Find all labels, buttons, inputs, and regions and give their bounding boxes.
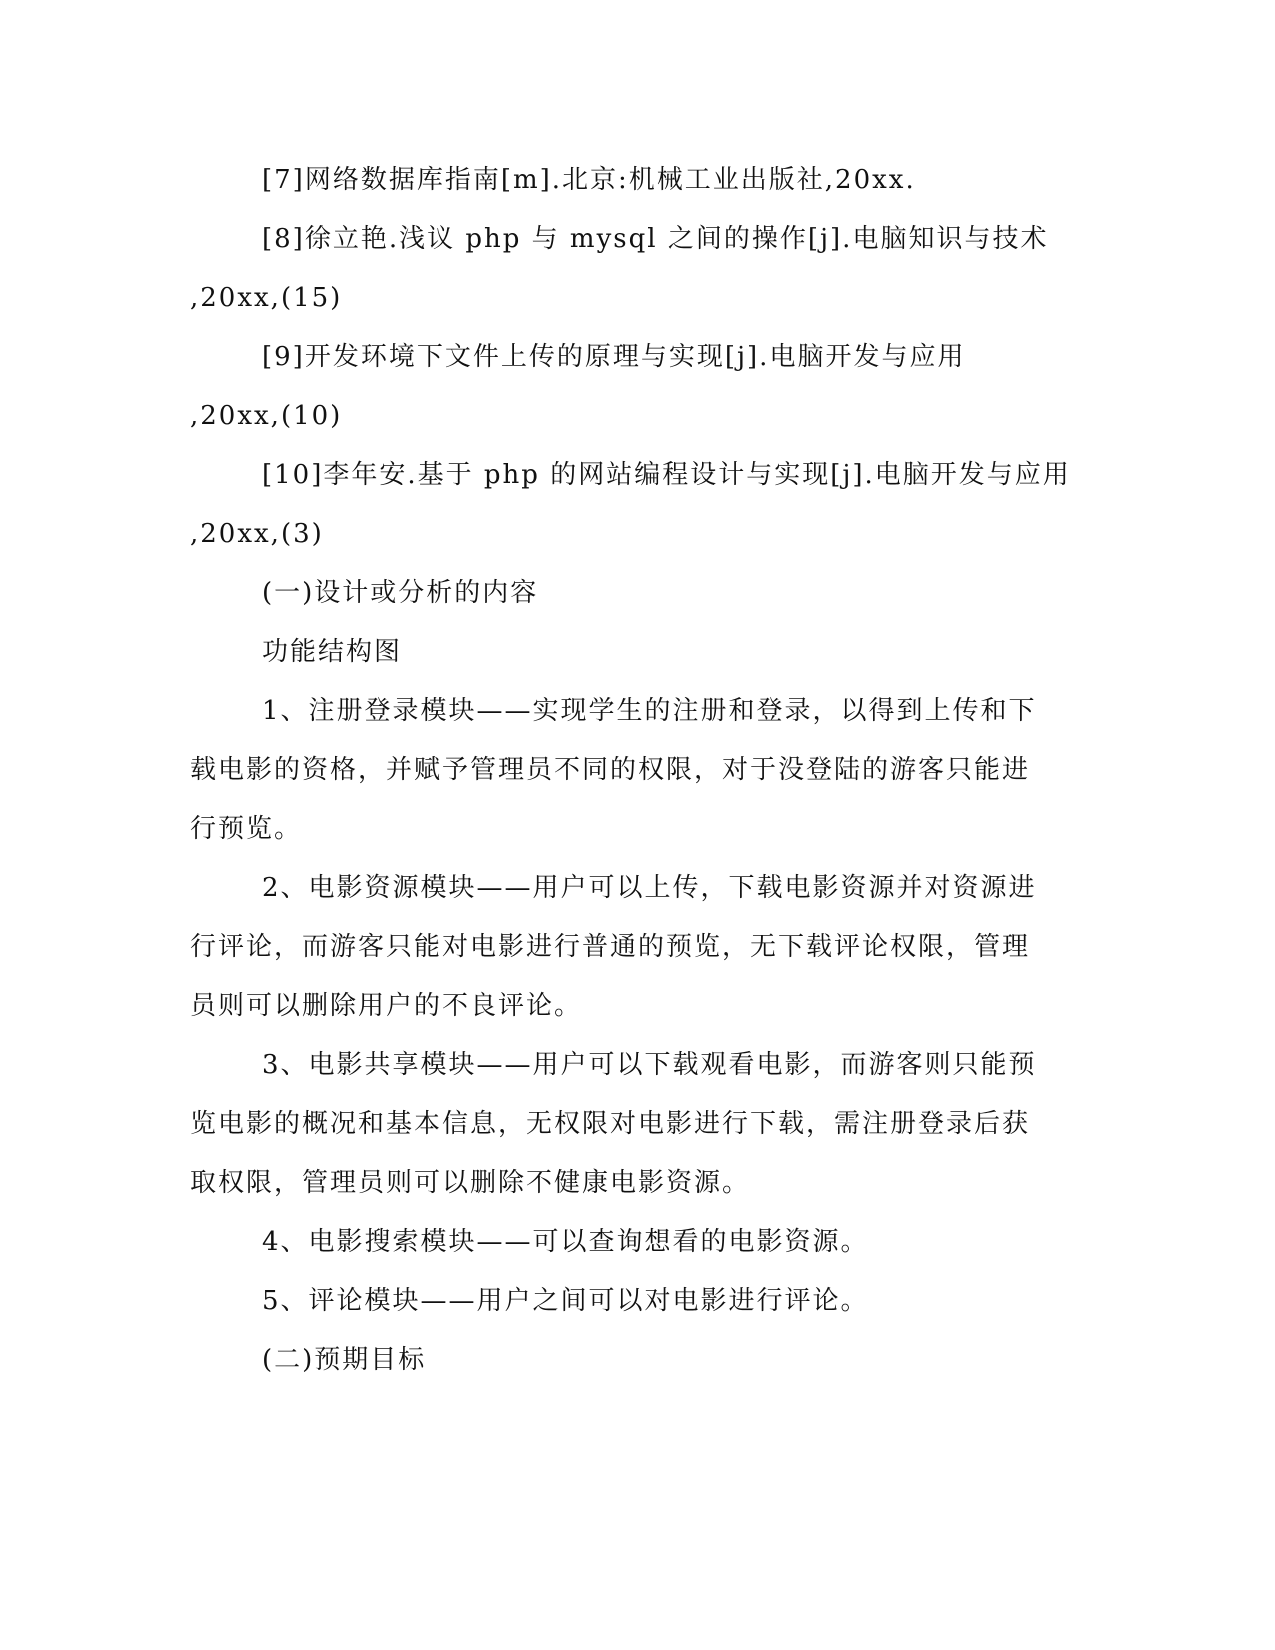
subheading-function-structure: 功能结构图 <box>262 637 403 667</box>
section-heading-design: (一)设计或分析的内容 <box>262 578 539 608</box>
reference-9-continuation: ,20xx,(10) <box>190 401 343 431</box>
module-4-line-1: 4、电影搜索模块——可以查询想看的电影资源。 <box>262 1227 869 1257</box>
reference-8-continuation: ,20xx,(15) <box>190 283 343 313</box>
reference-10: [10]李年安.基于 php 的网站编程设计与实现[j].电脑开发与应用 <box>262 460 1071 490</box>
module-3-line-2: 览电影的概况和基本信息，无权限对电影进行下载，需注册登录后获 <box>190 1109 1031 1139</box>
module-2-line-2: 行评论，而游客只能对电影进行普通的预览，无下载评论权限，管理 <box>190 932 1031 962</box>
module-1-line-1: 1、注册登录模块——实现学生的注册和登录，以得到上传和下 <box>262 696 1037 726</box>
module-3-line-1: 3、电影共享模块——用户可以下载观看电影，而游客则只能预 <box>262 1050 1037 1080</box>
reference-9: [9]开发环境下文件上传的原理与实现[j].电脑开发与应用 <box>262 342 966 372</box>
module-1-line-2: 载电影的资格，并赋予管理员不同的权限，对于没登陆的游客只能进 <box>190 755 1031 785</box>
module-1-line-3: 行预览。 <box>190 814 303 844</box>
reference-8: [8]徐立艳.浅议 php 与 mysql 之间的操作[j].电脑知识与技术 <box>262 224 1049 254</box>
module-2-line-3: 员则可以删除用户的不良评论。 <box>190 991 583 1021</box>
module-2-line-1: 2、电影资源模块——用户可以上传，下载电影资源并对资源进 <box>262 873 1037 903</box>
module-3-line-3: 取权限，管理员则可以删除不健康电影资源。 <box>190 1168 751 1198</box>
section-heading-expected-goals: (二)预期目标 <box>262 1345 427 1375</box>
reference-10-continuation: ,20xx,(3) <box>190 519 324 549</box>
reference-7: [7]网络数据库指南[m].北京:机械工业出版社,20xx. <box>262 165 916 195</box>
module-5-line-1: 5、评论模块——用户之间可以对电影进行评论。 <box>262 1286 869 1316</box>
